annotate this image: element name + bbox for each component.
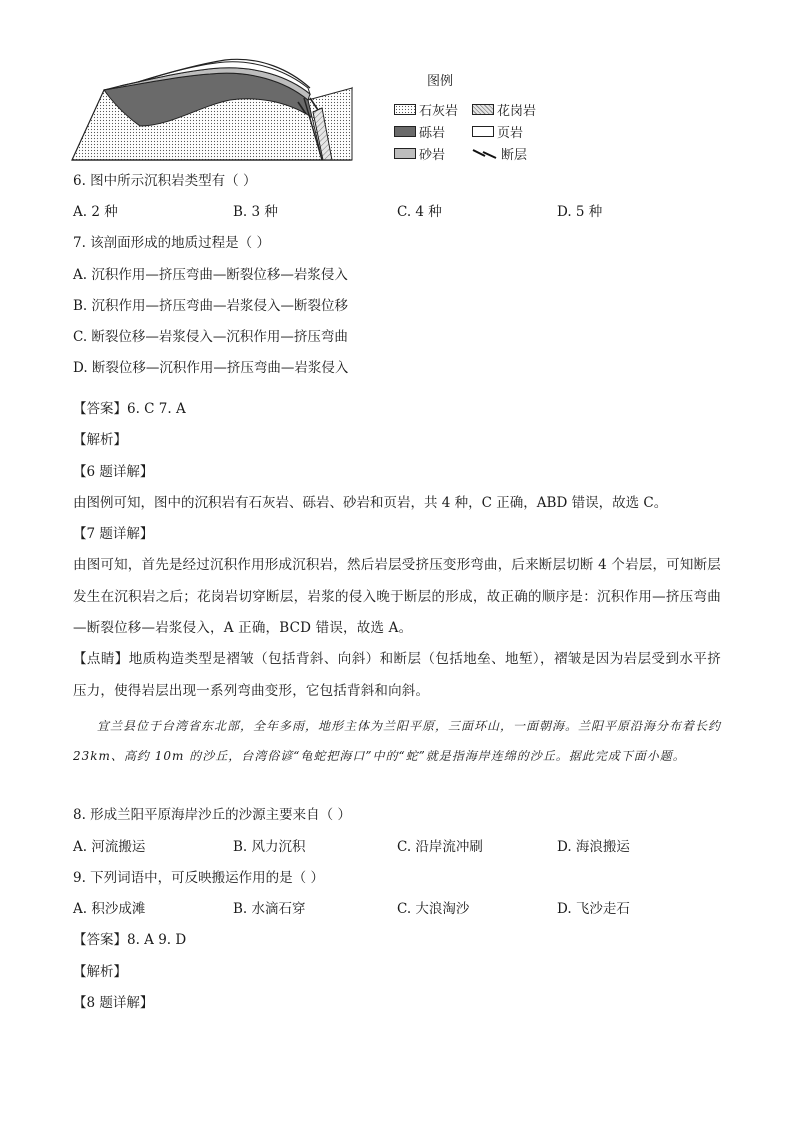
q9-option-b: B. 水滴石穿 xyxy=(233,901,306,917)
fault-arrows-icon xyxy=(472,148,498,160)
legend-item-granite xyxy=(472,100,536,119)
answer-text: 6. C 7. A xyxy=(127,401,186,417)
legend-label: 页岩 xyxy=(497,126,524,141)
shale-swatch xyxy=(472,126,494,137)
q7-option-a: A. 沉积作用—挤压弯曲—断裂位移—岩浆侵入 xyxy=(73,267,348,283)
analysis-heading: 【解析】 xyxy=(73,432,127,448)
legend-label: 石灰岩 xyxy=(419,104,459,119)
answer-6-7 xyxy=(73,399,186,419)
analysis-heading-2: 【解析】 xyxy=(73,964,127,980)
question-9-stem: 9. 下列词语中，可反映搬运作用的是（ ） xyxy=(73,870,324,886)
legend-label: 砂岩 xyxy=(419,148,446,163)
limestone-swatch xyxy=(394,104,416,115)
legend-item-limestone xyxy=(394,100,458,119)
detail-7-heading: 【7 题详解】 xyxy=(73,526,154,542)
detail-8-heading: 【8 题详解】 xyxy=(73,995,154,1011)
q7-option-d: D. 断裂位移—沉积作用—挤压弯曲—岩浆侵入 xyxy=(73,360,349,376)
q9-option-c: C. 大浪淘沙 xyxy=(397,901,470,917)
q8-option-c: C. 沿岸流冲刷 xyxy=(397,839,483,855)
q7-option-c: C. 断裂位移—岩浆侵入—沉积作用—挤压弯曲 xyxy=(73,329,348,345)
legend-title: 图例 xyxy=(427,74,454,89)
detail-7-text: 由图可知，首先是经过沉积作用形成沉积岩，然后岩层受挤压变形弯曲，后来断层切断 4 个岩层，可知断层发生在沉积岩之后；花岗岩切穿断层，岩浆的侵入晚于断层的形成，故正确的顺序是：沉积作用—挤压弯曲—断裂位移—岩浆侵入，A 正确，BCD 错误，故选 A。 xyxy=(73,557,721,636)
question-7-stem: 7. 该剖面形成的地质过程是（ ） xyxy=(73,235,270,251)
conglomerate-swatch xyxy=(394,126,416,137)
q8-option-d: D. 海浪搬运 xyxy=(557,839,630,855)
sandstone-swatch xyxy=(394,148,416,159)
q7-option-b: B. 沉积作用—挤压弯曲—岩浆侵入—断裂位移 xyxy=(73,298,349,314)
legend-label: 砾岩 xyxy=(419,126,446,141)
question-8-stem: 8. 形成兰阳平原海岸沙丘的沙源主要来自（ ） xyxy=(73,807,351,823)
q6-option-d: D. 5 种 xyxy=(557,204,603,220)
q9-option-d: D. 飞沙走石 xyxy=(557,901,630,917)
q6-option-b: B. 3 种 xyxy=(233,204,278,220)
answer-label: 【答案】 xyxy=(73,401,127,417)
q8-option-a: A. 河流搬运 xyxy=(73,839,146,855)
detail-6-text: 由图例可知，图中的沉积岩有石灰岩、砾岩、砂岩和页岩，共 4 种，C 正确，ABD 错误，故选 C。 xyxy=(73,495,668,511)
answer-text: 8. A 9. D xyxy=(127,932,187,948)
legend-item-shale xyxy=(472,122,523,141)
answer-8-9 xyxy=(73,930,186,950)
tip-text: 地质构造类型是褶皱（包括背斜、向斜）和断层（包括地垒、地堑），褶皱是因为岩层受到水平挤压力，使得岩层出现一系列弯曲变形，它包括背斜和向斜。 xyxy=(73,651,721,699)
legend-label: 断层 xyxy=(501,148,528,163)
reading-material: 宜兰县位于台湾省东北部，全年多雨，地形主体为兰阳平原，三面环山，一面朝海。兰阳平原沿海分布着长约 23km、高约 10m 的沙丘，台湾俗谚“龟蛇把海口”中的“蛇”就是指海岸连绵的沙丘。据此完成下面小题。 xyxy=(73,719,722,763)
tip-label: 【点睛】 xyxy=(73,651,129,667)
legend-item-fault xyxy=(472,144,527,163)
q8-option-b: B. 风力沉积 xyxy=(233,839,306,855)
q6-option-c: C. 4 种 xyxy=(397,204,442,220)
legend-item-sandstone xyxy=(394,144,445,163)
legend-label: 花岗岩 xyxy=(497,104,537,119)
tip-paragraph xyxy=(73,644,721,707)
q9-option-a: A. 积沙成滩 xyxy=(73,901,146,917)
detail-6-heading: 【6 题详解】 xyxy=(73,464,154,480)
answer-label: 【答案】 xyxy=(73,932,127,948)
granite-swatch xyxy=(472,104,494,115)
question-6-stem: 6. 图中所示沉积岩类型有（ ） xyxy=(73,173,257,189)
q6-option-a: A. 2 种 xyxy=(73,204,118,220)
legend-item-conglomerate xyxy=(394,122,445,141)
